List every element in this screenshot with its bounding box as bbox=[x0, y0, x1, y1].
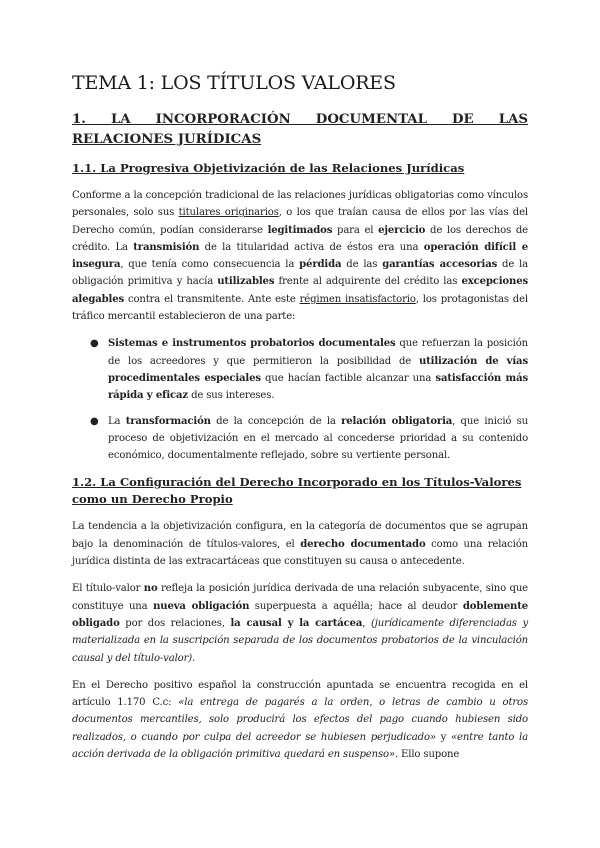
list-item: ● La transformación de la concepción de la relación obligatoria, que inició su proceso de objetivización en el mercado al concederse prioridad a su contenido económico, documentalmente reflejado, sobre su vertiente personal. bbox=[108, 413, 528, 465]
bullet-list bbox=[72, 335, 528, 464]
page-title: TEMA 1: LOS TÍTULOS VALORES bbox=[72, 72, 396, 94]
paragraph: La tendencia a la objetivización configura, en la categoría de documentos que se agrupan bajo la denominación de títulos-valores, el derecho documentado como una relación jurídica distinta de las extracartáceas que constituyen su causa o antecedente. bbox=[72, 521, 529, 568]
section-heading: 1. LA INCORPORACIÓN DOCUMENTAL DE LAS RELACIONES JURÍDICAS bbox=[72, 112, 528, 147]
paragraph: Conforme a la concepción tradicional de las relaciones jurídicas obligatorias como vínculos personales, solo sus titulares originarios, o los que traían causa de ellos por las vías del Derecho común, podían considerarse legitimados para el ejercicio de los derechos de crédito. La transmisión de la titularidad activa de éstos era una operación difícil e insegura, que tenía como consecuencia la pérdida de las garantías accesorias de la obligación primitiva y hacía utilizables frente al adquirente del crédito las excepciones alegables contra el transmitente. Ante este régimen insatisfactorio, los protagonistas del tráfico mercantil establecieron de una parte: bbox=[72, 190, 529, 323]
paragraph: El título-valor no refleja la posición jurídica derivada de una relación subyacente, sino que constituye una nueva obligación superpuesta a aquélla; hace al deudor doblemente obligado por dos relaciones, la causal y la cartácea, (jurídicamente diferenciadas y materializada en la suscripción separada de los documentos probatorios de la vinculación causal y del título-valor). bbox=[72, 583, 528, 664]
bullet-icon: ● bbox=[90, 338, 99, 350]
paragraph: En el Derecho positivo español la construcción apuntada se encuentra recogida en el artículo 1.170 C.c: «la entrega de pagarés a la orden, o letras de cambio u otros documentos mercantiles, solo producirá los efectos del pago cuando hubiesen sido realizados, o cuando por culpa del acreedor se hubiesen perjudicado» y «entre tanto la acción derivada de la obligación primitiva quedará en suspenso». Ello supone bbox=[72, 679, 529, 761]
subsection-heading-2: 1.2. La Configuración del Derecho Incorporado en los Títulos-Valores como un Derecho Propio bbox=[72, 475, 522, 507]
bullet-icon: ● bbox=[90, 415, 99, 427]
subsection-heading-1: 1.1. La Progresiva Objetivización de las Relaciones Jurídicas bbox=[72, 161, 465, 175]
list-item: ● Sistemas e instrumentos probatorios documentales que refuerzan la posición de los acreedores y que permitieron la posibilidad de utilización de vías procedimentales especiales que hacían factible alcanzar una satisfacción más rápida y eficaz de sus intereses. bbox=[108, 335, 528, 404]
